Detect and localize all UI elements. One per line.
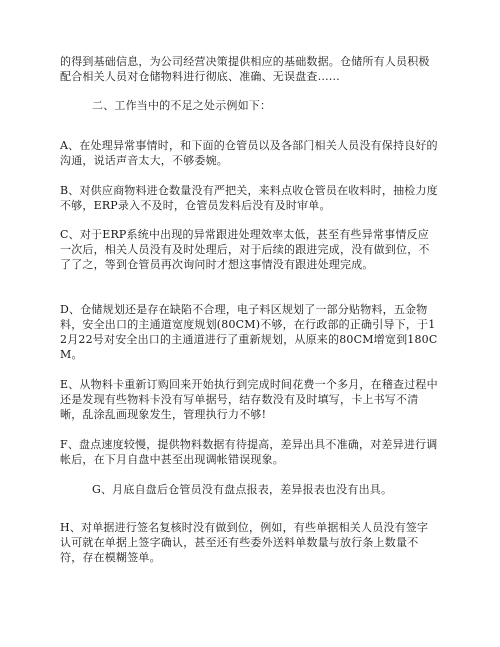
item-g-paragraph: G、月底自盘后仓管员没有盘点报表，差异报表也没有出具。 [92, 483, 393, 496]
item-f-paragraph: F、盘点速度较慢，提供物料数据有待提高，差异出具不准确，对差异进行调帐后，在下月自盘中甚至出现调帐错误现象。 [60, 438, 438, 466]
item-h-paragraph: H、对单据进行签名复核时没有做到位，例如，有些单据相关人员没有签字认可就在单据上签字确认，甚至还有些委外送料单数量与放行条上数量不符，存在模糊签单。 [60, 521, 429, 564]
item-a-paragraph: A、在处理异常事情时，和下面的仓管员以及各部门相关人员没有保持良好的沟通，说话声音太大，不够委婉。 [60, 139, 438, 167]
item-b-paragraph: B、对供应商物料进仓数量没有严把关，来料点收仓管员在收料时，抽检力度不够，ERP录入不及时，仓管员发料后没有及时审单。 [60, 184, 438, 212]
item-e-paragraph: E、从物料卡重新订购回来开始执行到完成时间花费一个多月，在稽查过程中还是发现有些物料卡没有写单据号，结存数没有及时填写，卡上书写不清晰，乱涂乱画现象发生，管理执行力不够! [60, 378, 438, 421]
item-c-paragraph: C、对于ERP系统中出现的异常跟进处理效率太低，甚至有些异常事情反应一次后，相关人员没有及时处理后，对于后续的跟进完成，没有做到位，不了了之，等到仓管员再次询问时才想这事情没有跟进处理完成。 [60, 228, 430, 271]
section-heading: 二、工作当中的不足之处示例如下： [92, 99, 272, 112]
item-d-paragraph: D、仓储规划还是存在缺陷不合理，电子料区规划了一部分贴物料，五金物料，安全出口的主通道宽度规划(80CM)不够，在行政部的正确引导下，于12月22号对安全出口的主通道进行了重新规划，从原来的80CM增宽到180CM。 [60, 303, 438, 361]
intro-paragraph: 的得到基础信息，为公司经营决策提供相应的基础数据。仓储所有人员积极配合相关人员对仓储物料进行彻底、准确、无误盘查…… [60, 55, 430, 83]
